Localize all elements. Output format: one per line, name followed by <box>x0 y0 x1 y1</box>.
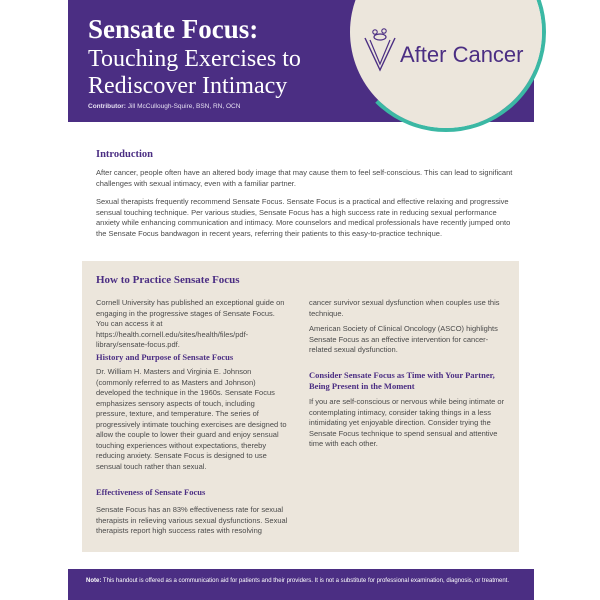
history-paragraph: Dr. William H. Masters and Virginia E. Johnson (commonly referred to as Masters and Johnson) developed the technique in the 1960s. Sensate Focus emphasizes sensory aspects of touch, including pressure, texture, and temperature. The series of progressively intimate touching exercises are designed to allow the couple to lower their guard and enjoy sensual touching experiences without expectations, thereby reducing anxiety. Sensate Focus is designed to use sensual touch rather than sexual. <box>96 367 287 471</box>
footer-note-text: This handout is offered as a communication aid for patients and their providers. It is not a substitute for professional examination, diagnosis, or treatment. <box>102 578 510 584</box>
after-cancer-logo-icon <box>362 28 398 72</box>
introduction-heading: Introduction <box>96 149 153 160</box>
introduction-paragraph-2: Sexual therapists frequently recommend Sensate Focus. Sensate Focus is a practical and effective relaxing and progressive sensual touching technique. Per various studies, Sensate Focus has a high success rate in reducing sexual performance anxiety while enhancing communication and intimacy. More counselors and medical professionals have recently jumped onto the Sensate Focus bandwagon in recent years, referring their patients to this easy-to-practice technique. <box>96 197 511 238</box>
footer-note-label: Note: <box>86 578 102 584</box>
asco-paragraph: American Society of Clinical Oncology (ASCO) highlights Sensate Focus as an effective intervention for cancer-related sexual dysfunction. <box>309 324 498 354</box>
how-to-practice-heading: How to Practice Sensate Focus <box>96 274 240 286</box>
contributor-name: Jill McCullough-Squire, BSN, RN, OCN <box>127 103 241 110</box>
contributor-label: Contributor: <box>88 103 126 110</box>
effectiveness-heading: Effectiveness of Sensate Focus <box>96 487 206 497</box>
contributor-line <box>88 103 240 110</box>
title-subtitle-line-1: Touching Exercises to <box>88 46 301 72</box>
introduction-paragraph-1: After cancer, people often have an altered body image that may cause them to feel self-conscious. This can lead to significant challenges with sexual intimacy, even with a familiar partner. <box>96 168 513 188</box>
history-heading: History and Purpose of Sensate Focus <box>96 352 234 362</box>
footer-note <box>86 578 509 584</box>
footer-banner <box>68 569 534 600</box>
consider-paragraph: If you are self-conscious or nervous while being intimate or contemplating intimacy, consider taking things in a less intimidating yet enjoyable direction. Consider trying the Sensate Focus technique to spend sensual and attentive time with each other. <box>309 397 505 448</box>
effectiveness-paragraph-continued: cancer survivor sexual dysfunction when couples use this technique. <box>309 298 500 318</box>
consider-heading: Consider Sensate Focus as Time with Your Partner, Being Present in the Moment <box>309 370 495 391</box>
cornell-guide-paragraph: Cornell University has published an exceptional guide on engaging in the progressive stages of Sensate Focus. You can access it at https://health.cornell.edu/sites/health/files/pdf-library/sensate-focus.pdf. <box>96 298 285 349</box>
title-main: Sensate Focus: <box>88 14 259 44</box>
logo-wordmark: After Cancer <box>400 42 524 67</box>
title-subtitle-line-2: Rediscover Intimacy <box>88 73 288 99</box>
effectiveness-paragraph: Sensate Focus has an 83% effectiveness rate for sexual therapists in relieving various sexual dysfunctions. Sexual therapists report high success rates with resolving <box>96 505 288 535</box>
